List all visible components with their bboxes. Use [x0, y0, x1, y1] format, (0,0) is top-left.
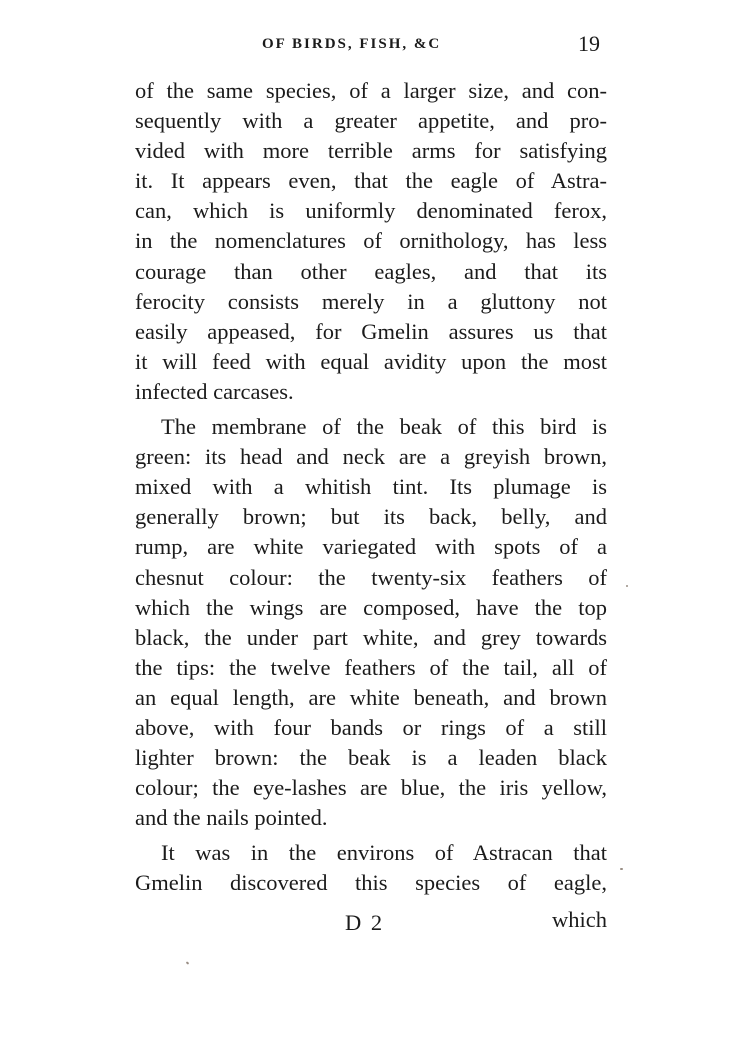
- page-footer: [135, 907, 607, 940]
- text-line: it. It appears even, that the eagle of Astra-: [135, 168, 607, 194]
- page-number: 19: [578, 31, 600, 56]
- text-line: and the nails pointed.: [135, 805, 328, 831]
- text-line: generally brown; but its back, belly, and: [135, 504, 607, 530]
- signature-mark: D 2: [345, 910, 385, 935]
- text-line: rump, are white variegated with spots of a: [135, 534, 607, 560]
- text-line: it will feed with equal avidity upon the most: [135, 348, 607, 374]
- text-line: lighter brown: the beak is a leaden black: [135, 745, 607, 771]
- running-head: OF BIRDS, FISH, &C: [262, 36, 442, 52]
- catchword: which: [552, 907, 607, 932]
- paper-speck: [620, 868, 623, 870]
- text-line: green: its head and neck are a greyish brown,: [135, 444, 607, 470]
- text-line: The membrane of the beak of this bird is: [161, 414, 607, 440]
- text-line: can, which is uniformly denominated ferox,: [135, 198, 607, 224]
- text-line: Gmelin discovered this species of eagle,: [135, 870, 607, 896]
- text-line: ferocity consists merely in a gluttony not: [135, 288, 607, 314]
- text-line: which the wings are composed, have the top: [135, 594, 607, 620]
- text-line: above, with four bands or rings of a still: [135, 714, 607, 740]
- text-line: sequently with a greater appetite, and pro-: [135, 108, 607, 134]
- text-line: the tips: the twelve feathers of the tail, all of: [135, 654, 607, 680]
- text-line: easily appeased, for Gmelin assures us that: [135, 318, 607, 344]
- text-line: an equal length, are white beneath, and brown: [135, 684, 607, 710]
- text-line: vided with more terrible arms for satisfying: [135, 138, 607, 164]
- text-line: colour; the eye-lashes are blue, the iris yellow,: [135, 775, 607, 801]
- body-text: [135, 76, 607, 899]
- text-line: courage than other eagles, and that its: [135, 258, 607, 284]
- text-line: in the nomenclatures of ornithology, has less: [135, 228, 607, 254]
- text-line: black, the under part white, and grey towards: [135, 624, 607, 650]
- text-line: of the same species, of a larger size, and con-: [135, 78, 607, 103]
- text-line: chesnut colour: the twenty-six feathers of: [135, 564, 607, 590]
- paper-speck: [626, 585, 628, 587]
- text-line: mixed with a whitish tint. Its plumage is: [135, 474, 607, 500]
- text-line: It was in the environs of Astracan that: [161, 840, 607, 866]
- text-line: infected carcases.: [135, 378, 294, 404]
- paper-speck: [186, 961, 190, 964]
